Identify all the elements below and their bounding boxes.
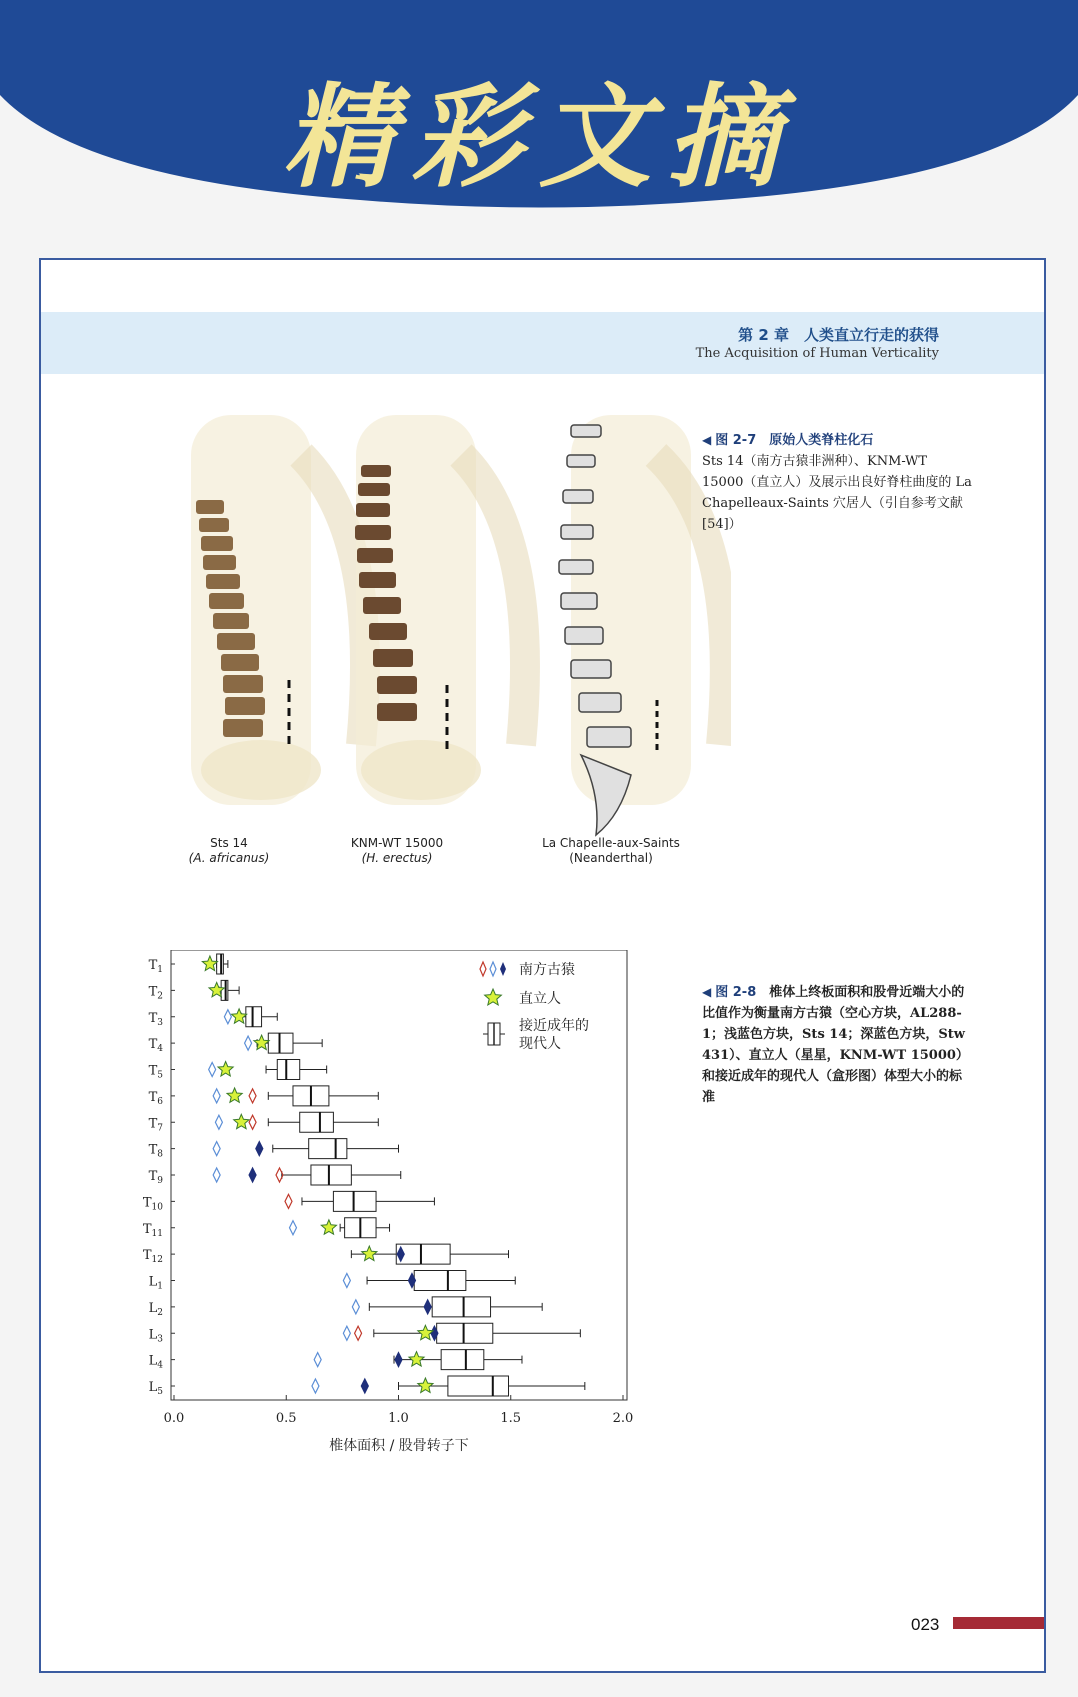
book-page <box>39 258 1046 1673</box>
figure-2-8-caption-body: 椎体上终板面积和股骨近端大小的比值作为衡量南方古猿（空心方块，AL288-1；浅蓝色方块，Sts 14；深蓝色方块，Stw 431）、直立人（星星，KNM-WT 15000）和接近成年的现代人（盒形图）体型大小的标准 <box>702 985 969 1105</box>
boxplot-T11 <box>340 1218 389 1238</box>
x-tick-label: 1.5 <box>500 1411 522 1426</box>
legend-label-erectus: 直立人 <box>519 991 561 1007</box>
boxplot-L2 <box>369 1297 542 1317</box>
legend-diamonds-icon <box>480 962 506 976</box>
y-tick-label: $T_2$ <box>148 984 163 1002</box>
marker-al288-1 <box>249 1089 256 1103</box>
spine-knm-wt-15000 <box>355 415 525 805</box>
figure-2-7-title: 原始人类脊柱化石 <box>769 433 874 448</box>
y-tick-label: $L_1$ <box>148 1274 163 1292</box>
marker-knm-wt-15000 <box>227 1088 242 1102</box>
legend-label-australopith: 南方古猿 <box>519 962 575 978</box>
box <box>432 1297 490 1317</box>
marker-sts-14 <box>213 1168 220 1182</box>
marker-stw-431 <box>361 1379 368 1393</box>
marker-stw-431 <box>249 1168 256 1182</box>
boxplot-T7 <box>268 1112 378 1132</box>
box <box>333 1191 376 1211</box>
y-tick-label: $L_4$ <box>148 1353 163 1371</box>
boxplot-L3 <box>374 1323 581 1343</box>
marker-knm-wt-15000 <box>409 1352 424 1367</box>
specimen-taxon-3: (Neanderthal) <box>569 851 653 865</box>
boxplot-T12 <box>351 1244 508 1264</box>
chapter-header <box>41 312 1044 374</box>
marker-knm-wt-15000 <box>202 956 217 971</box>
marker-sts-14 <box>343 1326 350 1340</box>
specimen-taxon-1: (A. africanus) <box>188 851 270 865</box>
marker-stw-431 <box>256 1142 263 1156</box>
x-tick-label: 2.0 <box>612 1411 634 1426</box>
box <box>268 1033 293 1053</box>
figure-2-8-caption-head <box>702 985 756 1000</box>
marker-al288-1 <box>355 1326 362 1340</box>
box <box>309 1139 347 1159</box>
marker-al288-1 <box>285 1194 292 1208</box>
y-tick-label: $T_1$ <box>148 958 163 975</box>
y-tick-label: $T_5$ <box>148 1063 163 1081</box>
marker-sts-14 <box>224 1010 231 1024</box>
marker-sts-14 <box>343 1274 350 1288</box>
box <box>441 1350 484 1370</box>
boxplot-T5 <box>266 1060 327 1080</box>
marker-knm-wt-15000 <box>418 1325 433 1339</box>
x-tick-label: 0.5 <box>275 1411 297 1426</box>
figure-2-7-label: 图 2-7 <box>715 433 757 448</box>
figure-2-7-caption <box>702 430 972 535</box>
y-tick-label: $T_{10}$ <box>142 1195 163 1213</box>
specimen-name-2: KNM-WT 15000 <box>350 836 444 850</box>
marker-sts-14 <box>215 1115 222 1129</box>
x-tick-label: 0.0 <box>163 1411 185 1426</box>
marker-knm-wt-15000 <box>234 1114 249 1128</box>
marker-knm-wt-15000 <box>321 1220 336 1234</box>
marker-al288-1 <box>249 1115 256 1129</box>
legend-star-icon <box>485 989 502 1005</box>
marker-sts-14 <box>289 1221 296 1235</box>
x-axis-title: 椎体面积 / 股骨转子下 <box>329 1438 469 1454</box>
box <box>311 1165 351 1185</box>
box <box>437 1323 493 1343</box>
y-tick-label: $L_3$ <box>148 1327 163 1345</box>
box <box>300 1112 334 1132</box>
boxplot-L1 <box>367 1271 515 1291</box>
box <box>448 1376 509 1396</box>
legend-boxplot-icon <box>483 1023 505 1045</box>
marker-sts-14 <box>352 1300 359 1314</box>
boxplot-T8 <box>273 1139 399 1159</box>
boxplot-T1 <box>217 954 228 974</box>
y-tick-label: $T_3$ <box>148 1010 163 1028</box>
boxplot-T6 <box>268 1086 378 1106</box>
figure-2-7-spines <box>151 415 731 875</box>
caption-arrow-icon: ◀ <box>702 985 712 999</box>
figure-2-8-label: 图 2-8 <box>715 985 757 1000</box>
spine-la-chapelle <box>559 415 725 835</box>
chapter-title-en: The Acquisition of Human Verticality <box>695 346 939 361</box>
y-tick-label: $T_4$ <box>148 1037 163 1055</box>
marker-stw-431 <box>424 1300 431 1314</box>
page-number: 023 <box>911 1615 940 1634</box>
marker-sts-14 <box>213 1142 220 1156</box>
marker-sts-14 <box>213 1089 220 1103</box>
marker-knm-wt-15000 <box>232 1009 247 1023</box>
marker-knm-wt-15000 <box>254 1035 269 1050</box>
box <box>277 1060 299 1080</box>
marker-sts-14 <box>209 1063 216 1077</box>
specimen-name-3: La Chapelle-aux-Saints <box>542 836 680 850</box>
box <box>217 954 224 974</box>
banner-title: 精彩文摘 <box>283 73 795 203</box>
specimen-taxon-2: (H. erectus) <box>361 851 433 865</box>
marker-sts-14 <box>312 1379 319 1393</box>
legend-label-modern: 接近成年的现代人 <box>519 1018 589 1052</box>
x-tick-label: 1.0 <box>388 1411 409 1426</box>
y-tick-label: $T_7$ <box>148 1116 163 1134</box>
boxplot-T9 <box>282 1165 401 1185</box>
legend <box>480 961 589 1052</box>
figure-2-7-caption-body: Sts 14（南方古猿非洲种）、KNM-WT 15000（直立人）及展示出良好脊柱曲度的 La Chapelleaux-Saints 穴居人（引自参考文献 [54]） <box>702 454 972 532</box>
marker-knm-wt-15000 <box>418 1378 433 1393</box>
y-tick-label: $T_6$ <box>148 1089 163 1107</box>
box <box>414 1271 466 1291</box>
caption-arrow-icon: ◀ <box>702 433 712 447</box>
figure-2-7-caption-head <box>702 430 972 451</box>
page-number-bar <box>953 1617 1044 1629</box>
chapter-title-zh: 第 2 章 人类直立行走的获得 <box>738 326 939 344</box>
y-tick-label: $T_8$ <box>148 1142 163 1160</box>
y-tick-label: $T_{11}$ <box>142 1221 163 1239</box>
y-tick-label: $L_2$ <box>148 1300 163 1318</box>
marker-knm-wt-15000 <box>218 1062 233 1077</box>
marker-stw-431 <box>395 1353 402 1367</box>
marker-sts-14 <box>245 1036 252 1050</box>
boxplot-T3 <box>241 1007 277 1027</box>
y-tick-label: $T_{12}$ <box>142 1248 163 1266</box>
boxplot-T10 <box>302 1191 434 1211</box>
figure-2-8-chart <box>141 950 741 1510</box>
marker-sts-14 <box>314 1353 321 1367</box>
y-axis-labels <box>143 958 175 1397</box>
spine-sts14 <box>191 415 365 805</box>
box <box>246 1007 262 1027</box>
marker-knm-wt-15000 <box>362 1246 377 1261</box>
y-tick-label: $T_9$ <box>148 1169 163 1186</box>
specimen-name-1: Sts 14 <box>210 836 248 850</box>
figure-2-8-caption <box>702 982 972 1108</box>
header-banner <box>0 0 1078 215</box>
y-tick-label: $L_5$ <box>148 1380 163 1397</box>
